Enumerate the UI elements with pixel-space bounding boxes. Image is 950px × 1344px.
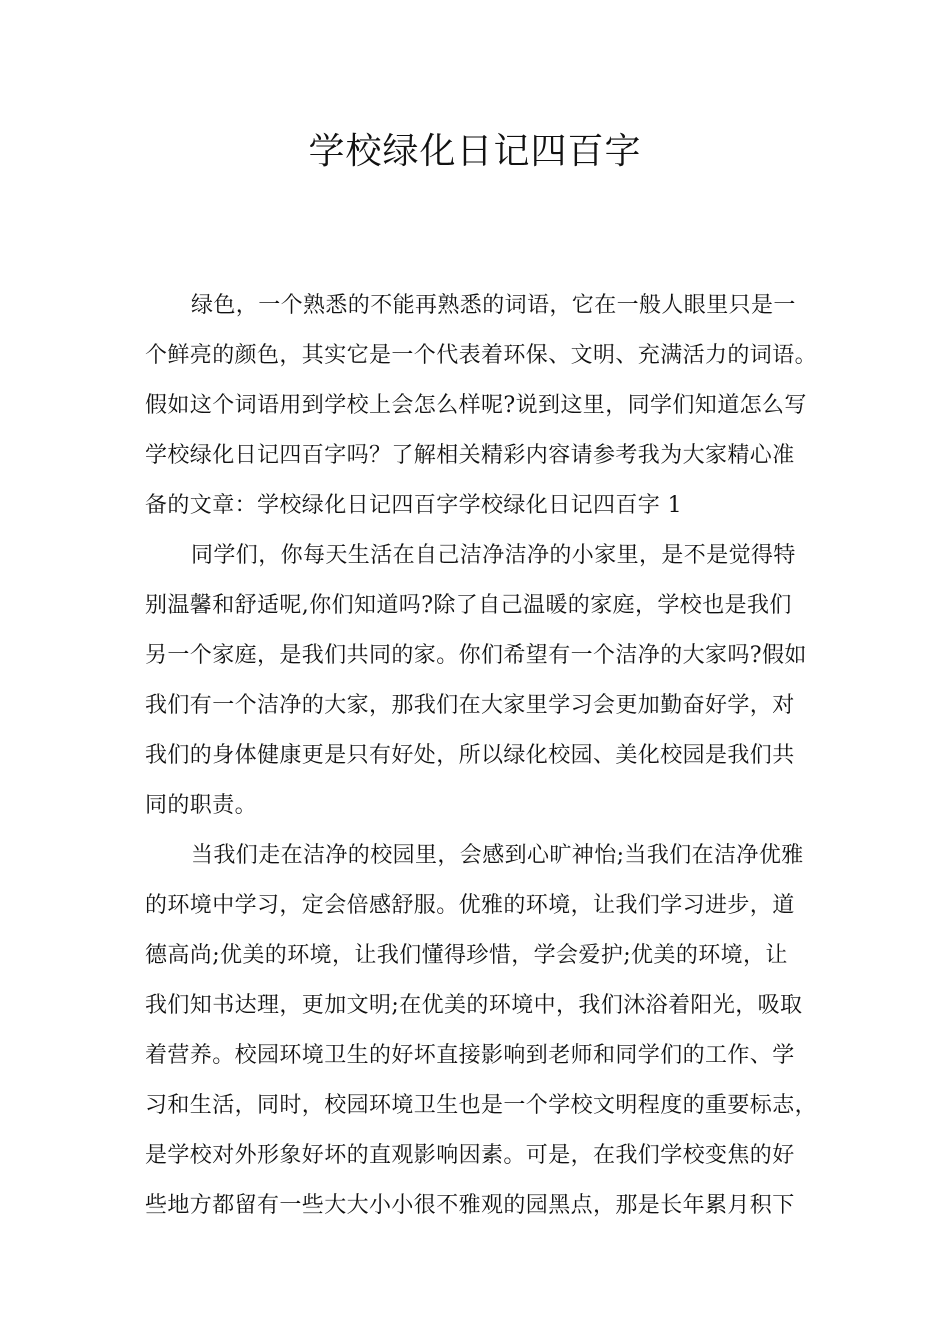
paragraph-line: 另一个家庭，是我们共同的家。你们希望有一个洁净的大家吗?假如 bbox=[145, 643, 807, 668]
paragraph-line: 假如这个词语用到学校上会怎么样呢?说到这里，同学们知道怎么写 bbox=[145, 393, 807, 418]
paragraph-line: 着营养。校园环境卫生的好坏直接影响到老师和同学们的工作、学 bbox=[145, 1043, 795, 1068]
paragraph-line: 德高尚;优美的环境，让我们懂得珍惜，学会爱护;优美的环境，让 bbox=[145, 943, 788, 968]
paragraph-line: 备的文章：学校绿化日记四百字学校绿化日记四百字 1 bbox=[145, 493, 682, 518]
paragraph-line: 些地方都留有一些大大小小很不雅观的园黑点，那是长年累月积下 bbox=[145, 1193, 795, 1218]
document-body bbox=[145, 281, 818, 1231]
paragraph-line: 我们的身体健康更是只有好处，所以绿化校园、美化校园是我们共 bbox=[145, 743, 795, 768]
paragraph-line: 当我们走在洁净的校园里，会感到心旷神怡;当我们在洁净优雅 bbox=[191, 843, 804, 868]
paragraph-line: 是学校对外形象好坏的直观影响因素。可是，在我们学校变焦的好 bbox=[145, 1143, 795, 1168]
paragraph-line: 绿色，一个熟悉的不能再熟悉的词语，它在一般人眼里只是一 bbox=[191, 293, 796, 318]
paragraph-line: 的环境中学习，定会倍感舒服。优雅的环境，让我们学习进步，道 bbox=[145, 893, 795, 918]
paragraph-line: 我们有一个洁净的大家，那我们在大家里学习会更加勤奋好学，对 bbox=[145, 693, 795, 718]
paragraph-line: 别温馨和舒适呢,你们知道吗?除了自己温暖的家庭，学校也是我们 bbox=[145, 593, 792, 618]
paragraph-line: 学校绿化日记四百字吗？了解相关精彩内容请参考我为大家精心准 bbox=[145, 443, 795, 468]
document-title: 学校绿化日记四百字 bbox=[308, 131, 642, 172]
paragraph-line: 习和生活，同时，校园环境卫生也是一个学校文明程度的重要标志， bbox=[145, 1093, 818, 1118]
paragraph-line: 同的职责。 bbox=[145, 793, 258, 818]
paragraph-line: 我们知书达理，更加文明;在优美的环境中，我们沐浴着阳光，吸取 bbox=[145, 993, 803, 1018]
paragraph-line: 个鲜亮的颜色，其实它是一个代表着环保、文明、充满活力的词语。 bbox=[145, 343, 818, 368]
paragraph-line: 同学们，你每天生活在自己洁净洁净的小家里，是不是觉得特 bbox=[191, 543, 796, 568]
